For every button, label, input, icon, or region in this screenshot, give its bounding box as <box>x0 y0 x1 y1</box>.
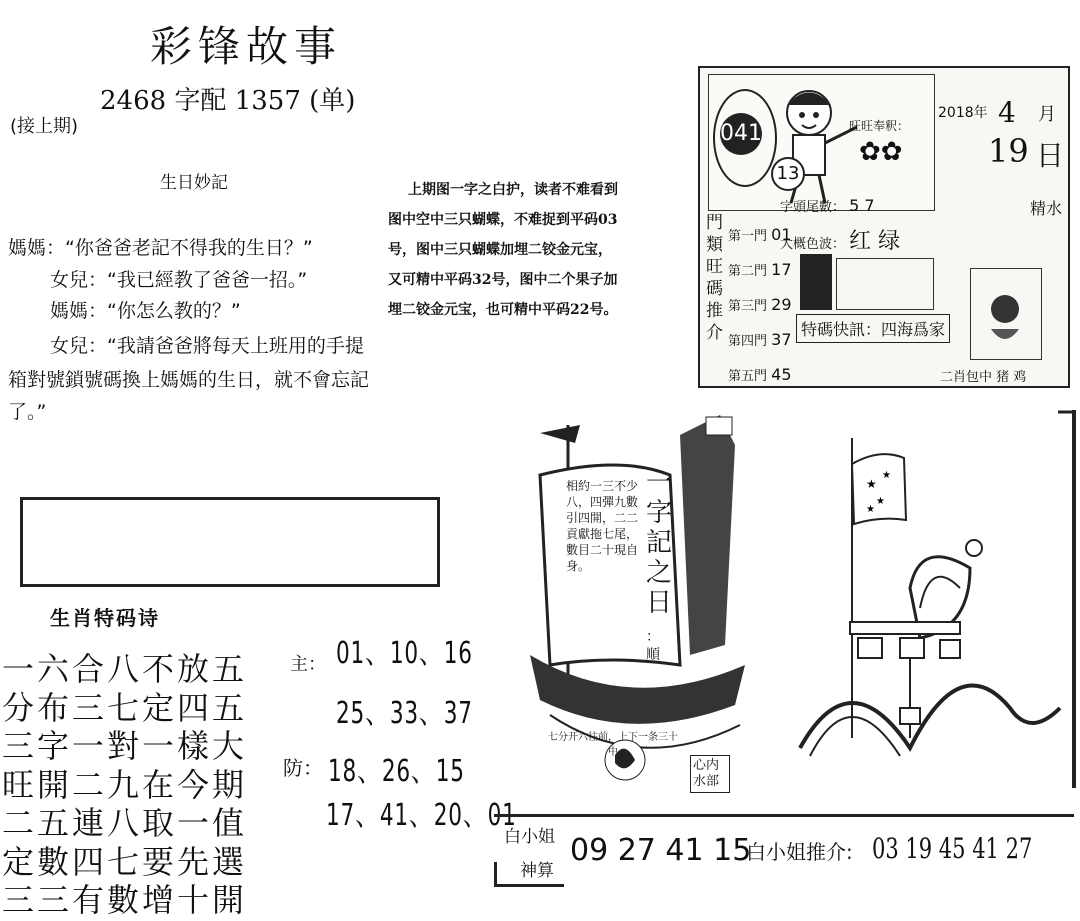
sail-sub: ：順 <box>646 629 660 663</box>
bird-icon <box>971 269 1039 357</box>
door-row <box>728 358 792 393</box>
recommend-numbers: 03 19 45 41 27 <box>872 832 1033 865</box>
door-label: 第五門 <box>728 369 768 384</box>
poem-line: 分布三七定四五 <box>2 688 248 727</box>
day: 19 <box>988 132 1029 170</box>
zodiac-poem <box>2 650 247 920</box>
footer-divider <box>494 814 1074 817</box>
flag-drawing <box>770 408 1080 808</box>
story-line: 女兒：“我已經教了爸爸一招。” <box>50 269 308 291</box>
svg-text:★: ★ <box>882 470 891 481</box>
poem-line: 二五連八取一值 <box>2 804 248 842</box>
svg-text:★: ★ <box>876 496 885 507</box>
story-title: 生日妙記 <box>160 173 228 193</box>
color-value: 红 绿 <box>849 229 901 254</box>
guard-numbers-2: 17、41、20、01 <box>326 798 517 833</box>
door-row <box>728 323 792 358</box>
continued-label: (接上期) <box>10 116 79 137</box>
door-label: 第二門 <box>728 264 768 279</box>
dark-block <box>800 254 832 310</box>
prop-label: 旺旺奉釈： <box>849 119 910 133</box>
sail-poem: 相約一三不少八，四彈九數引四開，二二貢獻拖七尾，數目二十現自身。 <box>566 479 639 573</box>
poem-line: 一六合八不放五 <box>2 650 248 688</box>
guard-label: 防： <box>283 756 323 780</box>
door-label: 第四門 <box>728 334 768 349</box>
special-code: 特碼快訊：四海爲家 <box>796 314 950 343</box>
story-line: 女兒：“我請爸爸將每天上班用的手提 <box>50 335 364 357</box>
poem-line: 旺開二九在今期 <box>2 765 248 804</box>
info-box <box>836 258 934 310</box>
story-line: 箱對號鎖號碼換上媽媽的生日，就不會忘記 <box>8 369 370 391</box>
door-list <box>728 218 792 393</box>
hint-line: 号，图中三只蝴蝶加埋二铰金元宝， <box>388 242 612 258</box>
footer-label: 白小姐 <box>504 827 555 847</box>
hint-line: 埋二铰金元宝，也可精中平码22号。 <box>388 302 618 318</box>
door-value: 45 <box>771 365 792 384</box>
poem-line: 定數四七要先選 <box>2 842 248 881</box>
month: 4 <box>998 96 1016 129</box>
zodiac-image <box>970 268 1042 360</box>
main-numbers-2: 25、33、37 <box>336 696 473 731</box>
mascot-card <box>708 74 935 211</box>
hint-line: 图中空中三只蝴蝶，不难捉到平码03 <box>388 212 618 228</box>
color-row <box>780 224 900 255</box>
footer-sublabel: 神算 <box>520 861 554 881</box>
main-label: 主： <box>290 654 326 675</box>
page-title: 彩锋故事 <box>150 22 343 71</box>
hint-line: 又可精中平码32号，图中二个果子加 <box>388 272 618 288</box>
head-tail-label: 字頭尾數： <box>780 200 846 215</box>
guard-numbers-1: 18、26、15 <box>328 754 465 789</box>
door-value: 17 <box>771 260 792 279</box>
head-tail-row <box>780 196 875 215</box>
story-line: 了。” <box>8 401 47 423</box>
digit-pair: 2468 字配 1357 (单) <box>100 86 356 116</box>
door-row <box>728 253 792 288</box>
fruit-icon: ✿✿ <box>859 137 903 167</box>
poem-title: 生肖特码诗 <box>50 606 160 630</box>
door-value: 29 <box>771 295 792 314</box>
poem-line: 三三有數增十開 <box>2 881 248 919</box>
corner-box: 心内水部 <box>690 755 730 793</box>
main-numbers-1: 01、10、16 <box>336 636 473 671</box>
footer-numbers: 09 27 41 15 <box>570 833 752 868</box>
poem-line: 三字一對一樣大 <box>2 727 248 765</box>
date-block <box>936 74 1064 170</box>
hint-paragraph <box>388 175 688 325</box>
story-line: 媽媽：“你怎么教的？” <box>50 300 241 322</box>
recommend-title: 門類旺碼推介 <box>706 213 723 343</box>
year: 2018年 <box>938 105 988 121</box>
badge-number: 041 <box>720 113 762 155</box>
svg-text:★: ★ <box>866 477 877 491</box>
month-unit: 月 <box>1038 104 1056 125</box>
hint-line: 上期图一字之白护，读者不难看到 <box>408 182 618 198</box>
door-value: 37 <box>771 330 792 349</box>
zodiac-line: 二肖包中 猪 鸡 <box>940 370 1027 385</box>
ship-bottom-text: 七分开六往前，上下一条三十中 <box>548 732 678 758</box>
door-row <box>728 288 792 323</box>
door-label: 第三門 <box>728 299 768 314</box>
head-tail-value: 5 7 <box>849 196 875 215</box>
svg-text:★: ★ <box>866 504 875 515</box>
recommend-label: 白小姐推介: <box>746 840 853 864</box>
footer-bracket-base <box>494 884 564 887</box>
footer-bracket <box>494 862 497 886</box>
sail-title: 一字記之日 <box>646 468 673 618</box>
door-label: 第一門 <box>728 229 768 244</box>
door-value: 01 <box>771 225 792 244</box>
ball-number: 13 <box>771 157 805 191</box>
color-label: 大概色波： <box>780 237 846 252</box>
empty-frame <box>20 497 440 587</box>
day-unit: 日 <box>1036 139 1065 172</box>
story-line: 媽媽：“你爸爸老記不得我的生日？” <box>8 237 313 259</box>
side-text: 精水 <box>1030 199 1063 218</box>
door-row <box>728 218 792 253</box>
lottery-panel <box>698 66 1070 388</box>
